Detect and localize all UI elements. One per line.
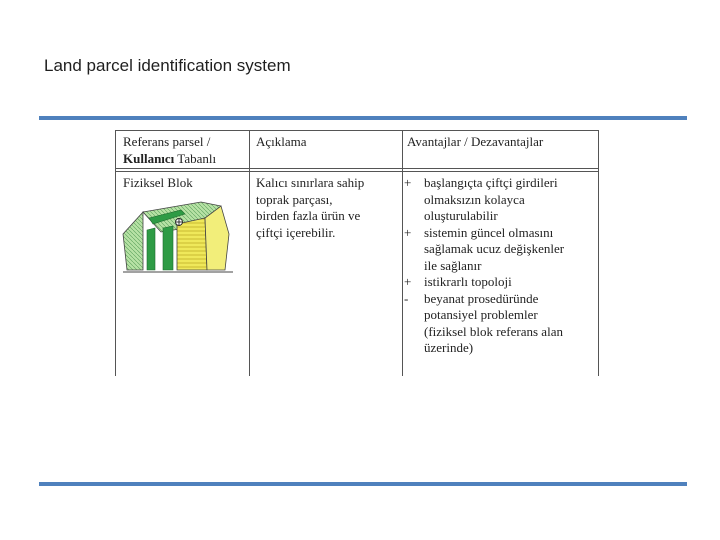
advantage-line: oluşturulabilir (424, 208, 498, 223)
advantage-line: olmaksızın kolayca (424, 191, 525, 207)
table-border-right (598, 130, 599, 376)
disadvantage-sign: - (404, 290, 409, 306)
advantage-item (404, 175, 594, 225)
reference-parcel-table (115, 130, 599, 376)
header-reference-parcel (123, 134, 243, 167)
advantage-text (424, 225, 594, 275)
header-col1-bold: Kullanıcı (123, 150, 175, 166)
description-line: çiftçi içerebilir. (256, 224, 336, 240)
table-border-top (115, 130, 599, 131)
row-name: Fiziksel Blok (123, 175, 193, 190)
description-line: toprak parçası, (256, 191, 333, 207)
header-description: Açıklama (256, 134, 307, 149)
header-col1-line1: Referans parsel / (123, 134, 211, 149)
advantage-sign: + (404, 224, 412, 240)
disadvantage-item (404, 291, 594, 357)
advantage-sign: + (404, 274, 412, 289)
advantage-text (424, 175, 594, 225)
disadvantage-line: (fiziksel blok referans alan (424, 323, 563, 339)
advantage-line: başlangıçta çiftçi girdileri (424, 175, 558, 190)
disadvantage-line: üzerinde) (424, 340, 474, 355)
header-divider-a (115, 168, 599, 169)
advantage-line: sağlamak ucuz değişkenler (424, 241, 565, 256)
bottom-rule (39, 482, 687, 486)
advantage-line: ile sağlanır (424, 257, 482, 273)
header-col1-line2 (123, 151, 243, 168)
row-description (256, 175, 396, 241)
slide-title: Land parcel identification system (44, 56, 291, 75)
advantage-sign: + (404, 175, 412, 190)
header-advantages: Avantajlar / Dezavantajlar (407, 134, 544, 149)
header-divider-b (115, 171, 599, 172)
table-divider-1 (249, 130, 250, 376)
description-line: Kalıcı sınırlara sahip (256, 175, 365, 190)
advantage-line: istikrarlı topoloji (424, 274, 512, 289)
advantage-line: sistemin güncel olmasını (424, 224, 554, 240)
description-line: birden fazla ürün ve (256, 208, 361, 223)
advantage-item (404, 274, 594, 291)
disadvantage-text (424, 291, 594, 357)
header-col1-rest: Tabanlı (174, 150, 217, 166)
row-advantages (404, 175, 594, 357)
table-divider-2 (402, 130, 403, 376)
disadvantage-line: beyanat prosedüründe (424, 290, 539, 306)
disadvantage-line: potansiyel problemler (424, 307, 538, 322)
physical-block-parcel-illustration (121, 194, 239, 274)
advantage-item (404, 225, 594, 275)
top-rule (39, 116, 687, 120)
advantage-text (424, 274, 594, 291)
table-border-left (115, 130, 116, 376)
